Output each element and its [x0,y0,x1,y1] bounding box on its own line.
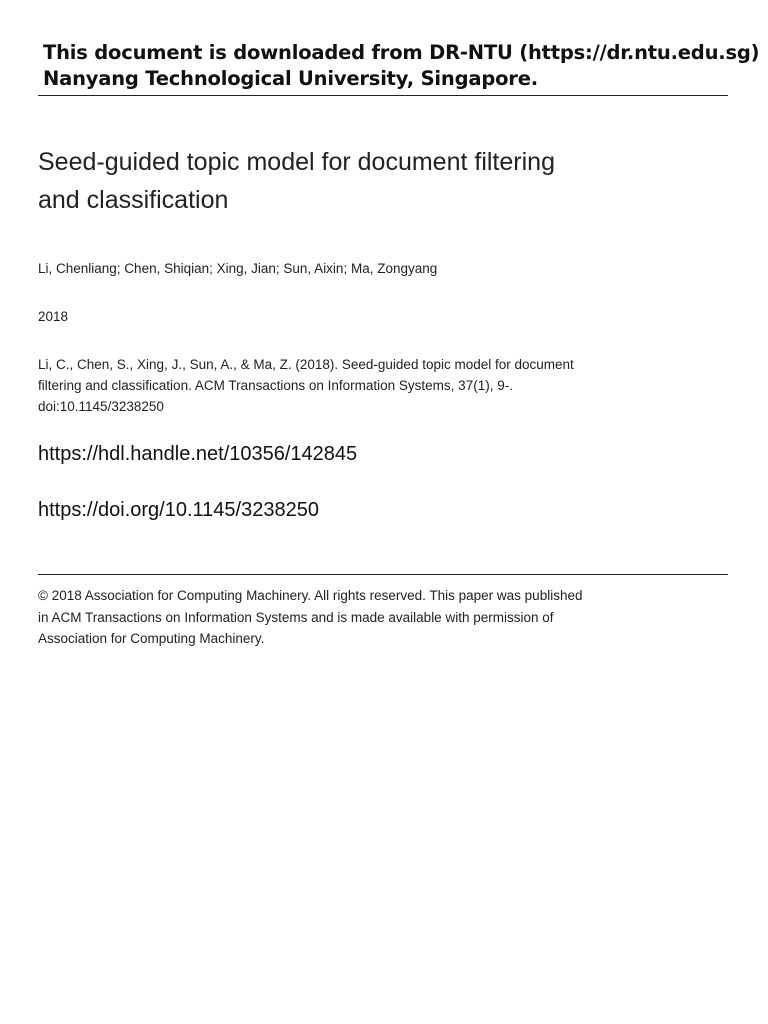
document-title [38,143,658,219]
handle-link[interactable]: https://hdl.handle.net/10356/142845 [38,443,358,465]
publication-year: 2018 [38,309,69,324]
divider [38,574,728,575]
header-university: Nanyang Technological University, Singapore. [43,67,538,90]
copyright-line-1: © 2018 Association for Computing Machinery. All rights reserved. This paper was published [38,588,583,603]
citation [38,354,608,417]
repository-header [38,40,760,96]
copyright-line-2: in ACM Transactions on Information Systems and is made available with permission of [38,609,554,625]
header-download-notice: This document is downloaded from DR‑NTU (https://dr.ntu.edu.sg) [43,41,760,64]
title-line-1: Seed-guided topic model for document filtering [38,148,555,176]
title-line-2: and classification [38,186,229,214]
authors: Li, Chenliang; Chen, Shiqian; Xing, Jian; Sun, Aixin; Ma, Zongyang [38,261,438,276]
copyright-line-3: Association for Computing Machinery. [38,631,265,646]
copyright-notice [38,585,633,650]
citation-line-1: Li, C., Chen, S., Xing, J., Sun, A., & Ma, Z. (2018). Seed-guided topic model for document [38,357,574,372]
citation-line-3: doi:10.1145/3238250 [38,399,164,414]
citation-line-2: filtering and classification. ACM Transactions on Information Systems, 37(1), 9-. [38,378,513,393]
doi-link[interactable]: https://doi.org/10.1145/3238250 [38,499,319,521]
